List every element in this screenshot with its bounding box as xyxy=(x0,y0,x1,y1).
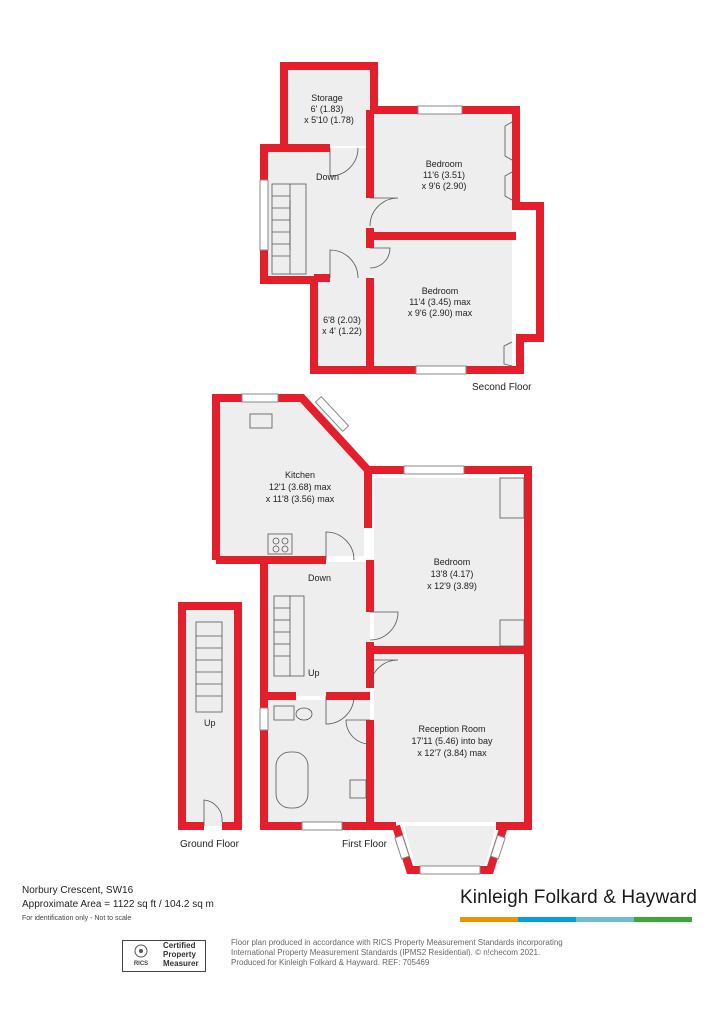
reception-label: Reception Room xyxy=(418,724,486,734)
bedroom-top-dim-1: 11'6 (3.51) xyxy=(422,170,466,180)
rics-mark: RICS xyxy=(133,961,149,967)
bedroom-2-label: Bedroom xyxy=(421,286,459,296)
address: Norbury Crescent, SW16 xyxy=(22,885,134,896)
ground-floor-label: Ground Floor xyxy=(180,839,239,850)
approximate-area: Approximate Area = 1122 sq ft / 104.2 sq m xyxy=(22,899,214,910)
ground-floor xyxy=(180,606,240,850)
footer-line-2: International Property Measurement Standards (IPMS2 Residential). © n!checom 2021. xyxy=(231,948,541,957)
kitchen-dim-1: 12'1 (3.68) max xyxy=(268,482,332,492)
brand-stripe-teal xyxy=(576,917,634,922)
kitchen-label: Kitchen xyxy=(284,470,316,480)
second-floor xyxy=(260,66,540,393)
reception-dim-2: x 12'7 (3.84) max xyxy=(417,748,487,758)
cupboard-dim-1: 6'8 (2.03) xyxy=(323,315,361,325)
footer-line-3: Produced for Kinleigh Folkard & Hayward. REF: 705469 xyxy=(231,958,430,967)
storage-dim-2: x 5'10 (1.78) xyxy=(304,115,354,125)
identification-note: For identification only - Not to scale xyxy=(22,915,132,922)
storage-dim-1: 6' (1.83) xyxy=(310,104,344,114)
storage-label: Storage xyxy=(311,93,343,103)
footer-text xyxy=(231,938,591,968)
stairs-down-label: Down xyxy=(316,172,340,182)
second-floor-label: Second Floor xyxy=(472,382,532,393)
kitchen-dim-2: x 11'8 (3.56) max xyxy=(265,494,335,504)
footer-line-1: Floor plan produced in accordance with RICS Property Measurement Standards incorporating xyxy=(231,938,563,947)
stairs-up-first-label: Up xyxy=(308,668,320,678)
bedroom-first-label: Bedroom xyxy=(433,557,471,567)
rics-text xyxy=(163,941,199,968)
bedroom-2-dim-2: x 9'6 (2.90) max xyxy=(407,308,473,318)
stairs-down-first-label: Down xyxy=(308,573,332,583)
rics-line-2: Property xyxy=(163,950,196,959)
brand-name: Kinleigh Folkard & Hayward xyxy=(460,887,698,908)
rics-logo xyxy=(125,943,157,967)
bedroom-first-dim-1: 13'8 (4.17) xyxy=(430,569,474,579)
reception-dim-1: 17'11 (5.46) into bay xyxy=(411,736,493,746)
stairs-up-ground-label: Up xyxy=(204,718,216,728)
rics-line-1: Certified xyxy=(163,941,196,950)
brand-stripe-green xyxy=(634,917,692,922)
rics-line-3: Measurer xyxy=(163,959,199,968)
bedroom-first-dim-2: x 12'9 (3.89) xyxy=(427,581,477,591)
bedroom-2-dim-1: 11'4 (3.45) max xyxy=(409,297,471,307)
brand-stripe-orange xyxy=(460,917,518,922)
bedroom-top-dim-2: x 9'6 (2.90) xyxy=(421,181,467,191)
brand-stripe-blue xyxy=(518,917,576,922)
first-floor-label: First Floor xyxy=(342,839,387,850)
cupboard-dim-2: x 4' (1.22) xyxy=(322,326,362,336)
first-floor xyxy=(216,394,528,874)
bedroom-top-label: Bedroom xyxy=(425,159,463,169)
